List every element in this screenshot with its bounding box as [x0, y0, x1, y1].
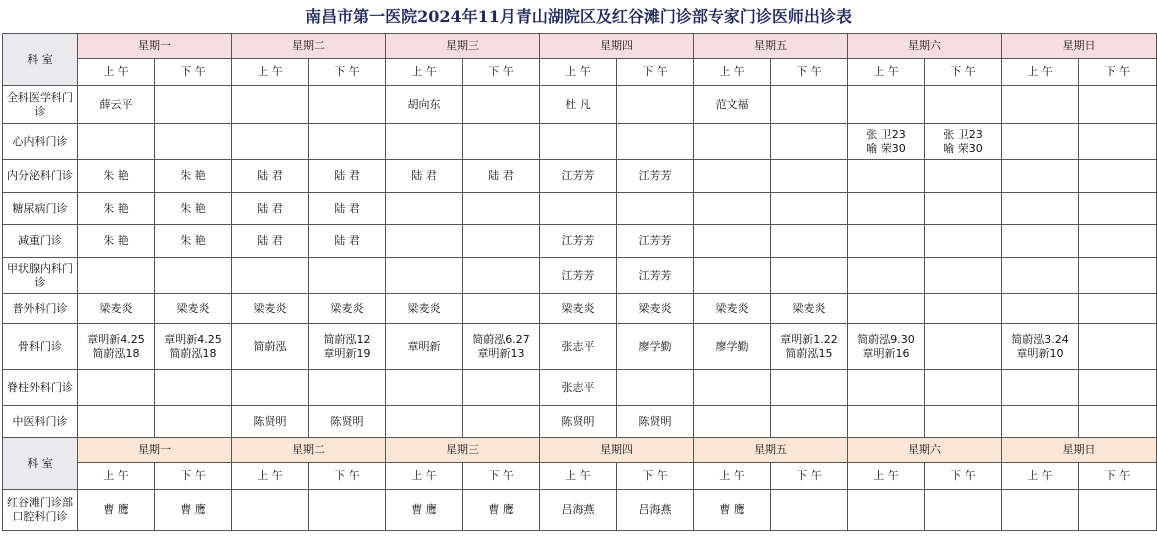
period-pm-day1: 下 午 [309, 59, 386, 86]
dept-name-cell: 红谷滩门诊部口腔科门诊 [3, 490, 78, 531]
doctor-cell: 简蔚泓12 章明新19 [309, 324, 386, 370]
period-pm-day2: 下 午 [463, 59, 540, 86]
doctor-cell: 朱 艳 [155, 193, 232, 225]
doctor-cell [771, 225, 848, 258]
doctor-cell [463, 258, 540, 294]
dept-column-header: 科 室 [3, 34, 78, 86]
doctor-cell [232, 258, 309, 294]
doctor-cell [1079, 294, 1157, 324]
doctor-cell [925, 193, 1002, 225]
doctor-cell: 陈贤明 [232, 406, 309, 438]
doctor-cell: 陆 君 [463, 160, 540, 193]
schedule-row [3, 258, 1157, 294]
doctor-cell: 薛云平 [78, 86, 155, 124]
doctor-cell: 梁麦炎 [771, 294, 848, 324]
doctor-cell [848, 490, 925, 531]
doctor-cell: 廖学勤 [617, 324, 694, 370]
doctor-cell [309, 370, 386, 406]
doctor-cell: 曹 鹰 [78, 490, 155, 531]
doctor-cell [155, 370, 232, 406]
doctor-cell [78, 124, 155, 160]
day-header-sun-bottom: 星期日 [1002, 438, 1157, 463]
doctor-cell [925, 258, 1002, 294]
doctor-cell [694, 406, 771, 438]
dept-column-header-bottom: 科 室 [3, 438, 78, 490]
doctor-cell [1079, 160, 1157, 193]
doctor-cell [694, 193, 771, 225]
doctor-cell [1002, 160, 1079, 193]
doctor-cell [771, 160, 848, 193]
doctor-cell [1079, 406, 1157, 438]
doctor-cell: 朱 艳 [78, 193, 155, 225]
doctor-cell: 张志平 [540, 324, 617, 370]
doctor-cell [771, 124, 848, 160]
schedule-table [2, 33, 1157, 531]
doctor-cell: 曹 鹰 [386, 490, 463, 531]
doctor-cell [1002, 193, 1079, 225]
doctor-cell: 廖学勤 [694, 324, 771, 370]
doctor-cell: 曹 鹰 [694, 490, 771, 531]
doctor-cell [463, 225, 540, 258]
doctor-cell [386, 406, 463, 438]
period-am-day5-bottom: 上 午 [848, 463, 925, 490]
day-header-sat-bottom: 星期六 [848, 438, 1002, 463]
doctor-cell: 朱 艳 [78, 160, 155, 193]
doctor-cell [463, 406, 540, 438]
day-header-mon: 星期一 [78, 34, 232, 59]
doctor-cell: 曹 鹰 [155, 490, 232, 531]
doctor-cell [232, 370, 309, 406]
doctor-cell [925, 225, 1002, 258]
schedule-row [3, 193, 1157, 225]
doctor-cell: 陈贤明 [540, 406, 617, 438]
period-header-row [3, 59, 1157, 86]
schedule-row [3, 86, 1157, 124]
period-header-row-bottom [3, 463, 1157, 490]
doctor-cell: 朱 艳 [78, 225, 155, 258]
doctor-cell: 章明新1.22 简蔚泓15 [771, 324, 848, 370]
doctor-cell: 朱 艳 [155, 225, 232, 258]
doctor-cell [386, 370, 463, 406]
doctor-cell: 梁麦炎 [232, 294, 309, 324]
doctor-cell [386, 124, 463, 160]
doctor-cell [694, 258, 771, 294]
doctor-cell: 简蔚泓6.27 章明新13 [463, 324, 540, 370]
doctor-cell [771, 193, 848, 225]
doctor-cell [155, 86, 232, 124]
doctor-cell [1079, 193, 1157, 225]
doctor-cell [1002, 258, 1079, 294]
dept-name-cell: 骨科门诊 [3, 324, 78, 370]
schedule-row [3, 490, 1157, 531]
doctor-cell [463, 294, 540, 324]
doctor-cell [232, 490, 309, 531]
doctor-cell [1079, 324, 1157, 370]
doctor-cell [694, 370, 771, 406]
page-title: 南昌市第一医院2024年11月青山湖院区及红谷滩门诊部专家门诊医师出诊表 [305, 7, 852, 26]
doctor-cell [848, 258, 925, 294]
doctor-cell [771, 406, 848, 438]
doctor-cell [1002, 406, 1079, 438]
doctor-cell [1079, 86, 1157, 124]
doctor-cell: 江芳芳 [617, 225, 694, 258]
doctor-cell [848, 86, 925, 124]
period-am-day2-bottom: 上 午 [386, 463, 463, 490]
doctor-cell: 张 卫23 喻 荣30 [925, 124, 1002, 160]
doctor-cell: 吕海燕 [617, 490, 694, 531]
dept-name-cell: 普外科门诊 [3, 294, 78, 324]
day-header-tue: 星期二 [232, 34, 386, 59]
bottom-table-body [3, 438, 1157, 531]
schedule-row [3, 294, 1157, 324]
period-am-day0-bottom: 上 午 [78, 463, 155, 490]
doctor-cell: 梁麦炎 [540, 294, 617, 324]
period-pm-day6-bottom: 下 午 [1079, 463, 1157, 490]
doctor-cell: 江芳芳 [617, 258, 694, 294]
doctor-cell: 陆 君 [232, 193, 309, 225]
doctor-cell [1002, 294, 1079, 324]
period-pm-day5: 下 午 [925, 59, 1002, 86]
doctor-cell [78, 406, 155, 438]
doctor-cell: 梁麦炎 [694, 294, 771, 324]
doctor-cell [848, 294, 925, 324]
doctor-cell [78, 258, 155, 294]
day-header-wed: 星期三 [386, 34, 540, 59]
doctor-cell: 陆 君 [232, 225, 309, 258]
schedule-row [3, 370, 1157, 406]
doctor-cell [848, 370, 925, 406]
doctor-cell [309, 490, 386, 531]
doctor-cell: 陆 君 [232, 160, 309, 193]
doctor-cell [617, 124, 694, 160]
day-header-sat: 星期六 [848, 34, 1002, 59]
doctor-cell [1079, 124, 1157, 160]
dept-name-cell: 中医科门诊 [3, 406, 78, 438]
doctor-cell: 江芳芳 [540, 160, 617, 193]
dept-name-cell: 内分泌科门诊 [3, 160, 78, 193]
period-am-day6: 上 午 [1002, 59, 1079, 86]
doctor-cell [617, 193, 694, 225]
doctor-cell [232, 124, 309, 160]
period-am-day4: 上 午 [694, 59, 771, 86]
doctor-cell: 简蔚泓3.24 章明新10 [1002, 324, 1079, 370]
period-am-day5: 上 午 [848, 59, 925, 86]
doctor-cell: 朱 艳 [155, 160, 232, 193]
doctor-cell [925, 160, 1002, 193]
doctor-cell: 梁麦炎 [309, 294, 386, 324]
doctor-cell [848, 225, 925, 258]
doctor-cell [540, 124, 617, 160]
period-pm-day2-bottom: 下 午 [463, 463, 540, 490]
doctor-cell: 梁麦炎 [155, 294, 232, 324]
schedule-row [3, 406, 1157, 438]
doctor-cell: 江芳芳 [540, 258, 617, 294]
period-am-day6-bottom: 上 午 [1002, 463, 1079, 490]
doctor-cell [925, 370, 1002, 406]
doctor-cell [1079, 258, 1157, 294]
dept-name-cell: 全科医学科门诊 [3, 86, 78, 124]
period-am-day0: 上 午 [78, 59, 155, 86]
doctor-cell [463, 86, 540, 124]
doctor-cell: 简蔚泓 [232, 324, 309, 370]
doctor-cell [309, 124, 386, 160]
doctor-cell: 江芳芳 [617, 160, 694, 193]
schedule-row [3, 324, 1157, 370]
doctor-cell [617, 370, 694, 406]
day-header-fri-bottom: 星期五 [694, 438, 848, 463]
doctor-cell [155, 124, 232, 160]
doctor-cell: 陆 君 [386, 160, 463, 193]
day-header-tue-bottom: 星期二 [232, 438, 386, 463]
doctor-cell: 陈贤明 [617, 406, 694, 438]
doctor-cell [232, 86, 309, 124]
day-header-wed-bottom: 星期三 [386, 438, 540, 463]
period-pm-day4-bottom: 下 午 [771, 463, 848, 490]
doctor-cell: 曹 鹰 [463, 490, 540, 531]
doctor-cell [694, 124, 771, 160]
period-am-day4-bottom: 上 午 [694, 463, 771, 490]
doctor-cell [309, 86, 386, 124]
period-am-day3-bottom: 上 午 [540, 463, 617, 490]
doctor-cell [694, 225, 771, 258]
doctor-cell [1002, 86, 1079, 124]
day-header-row-bottom [3, 438, 1157, 463]
period-am-day1: 上 午 [232, 59, 309, 86]
doctor-cell [771, 490, 848, 531]
doctor-cell [386, 193, 463, 225]
doctor-cell [155, 406, 232, 438]
period-pm-day5-bottom: 下 午 [925, 463, 1002, 490]
doctor-cell [78, 370, 155, 406]
period-pm-day6: 下 午 [1079, 59, 1157, 86]
doctor-cell [694, 160, 771, 193]
top-table-body [3, 34, 1157, 438]
doctor-cell [463, 370, 540, 406]
doctor-cell [925, 406, 1002, 438]
doctor-cell: 梁麦炎 [617, 294, 694, 324]
doctor-cell [386, 225, 463, 258]
doctor-cell: 章明新4.25 简蔚泓18 [78, 324, 155, 370]
doctor-cell [155, 258, 232, 294]
doctor-cell [617, 86, 694, 124]
period-pm-day3-bottom: 下 午 [617, 463, 694, 490]
dept-name-cell: 甲状腺内科门诊 [3, 258, 78, 294]
doctor-cell: 陆 君 [309, 225, 386, 258]
doctor-cell: 陈贤明 [309, 406, 386, 438]
doctor-cell [1079, 370, 1157, 406]
doctor-cell: 陆 君 [309, 193, 386, 225]
period-pm-day0: 下 午 [155, 59, 232, 86]
doctor-cell: 范文福 [694, 86, 771, 124]
doctor-cell: 江芳芳 [540, 225, 617, 258]
dept-name-cell: 心内科门诊 [3, 124, 78, 160]
doctor-cell [1079, 490, 1157, 531]
period-pm-day1-bottom: 下 午 [309, 463, 386, 490]
dept-name-cell: 糖尿病门诊 [3, 193, 78, 225]
schedule-row [3, 124, 1157, 160]
schedule-row [3, 225, 1157, 258]
period-pm-day4: 下 午 [771, 59, 848, 86]
day-header-sun: 星期日 [1002, 34, 1157, 59]
doctor-cell [848, 160, 925, 193]
doctor-cell [1002, 124, 1079, 160]
doctor-cell [1079, 225, 1157, 258]
doctor-cell: 胡向东 [386, 86, 463, 124]
doctor-cell [540, 193, 617, 225]
day-header-thu-bottom: 星期四 [540, 438, 694, 463]
day-header-fri: 星期五 [694, 34, 848, 59]
doctor-cell [1002, 370, 1079, 406]
doctor-cell [463, 124, 540, 160]
day-header-thu: 星期四 [540, 34, 694, 59]
doctor-cell: 陆 君 [309, 160, 386, 193]
doctor-cell: 张 卫23 喻 荣30 [848, 124, 925, 160]
day-header-row [3, 34, 1157, 59]
doctor-cell [463, 193, 540, 225]
period-pm-day0-bottom: 下 午 [155, 463, 232, 490]
doctor-cell: 梁麦炎 [78, 294, 155, 324]
doctor-cell: 杜 凡 [540, 86, 617, 124]
doctor-cell [771, 258, 848, 294]
doctor-cell [309, 258, 386, 294]
period-am-day2: 上 午 [386, 59, 463, 86]
doctor-cell: 章明新 [386, 324, 463, 370]
doctor-cell [771, 370, 848, 406]
schedule-row [3, 160, 1157, 193]
doctor-cell [925, 294, 1002, 324]
doctor-cell [848, 406, 925, 438]
dept-name-cell: 减重门诊 [3, 225, 78, 258]
doctor-cell [925, 86, 1002, 124]
period-am-day3: 上 午 [540, 59, 617, 86]
day-header-mon-bottom: 星期一 [78, 438, 232, 463]
doctor-cell: 梁麦炎 [386, 294, 463, 324]
period-am-day1-bottom: 上 午 [232, 463, 309, 490]
period-pm-day3: 下 午 [617, 59, 694, 86]
dept-name-cell: 脊柱外科门诊 [3, 370, 78, 406]
doctor-cell: 简蔚泓9.30 章明新16 [848, 324, 925, 370]
doctor-cell [1002, 490, 1079, 531]
doctor-cell [925, 324, 1002, 370]
doctor-cell [848, 193, 925, 225]
doctor-cell [771, 86, 848, 124]
doctor-cell: 张志平 [540, 370, 617, 406]
doctor-cell: 章明新4.25 简蔚泓18 [155, 324, 232, 370]
doctor-cell [1002, 225, 1079, 258]
doctor-cell [925, 490, 1002, 531]
doctor-cell: 吕海燕 [540, 490, 617, 531]
doctor-cell [386, 258, 463, 294]
